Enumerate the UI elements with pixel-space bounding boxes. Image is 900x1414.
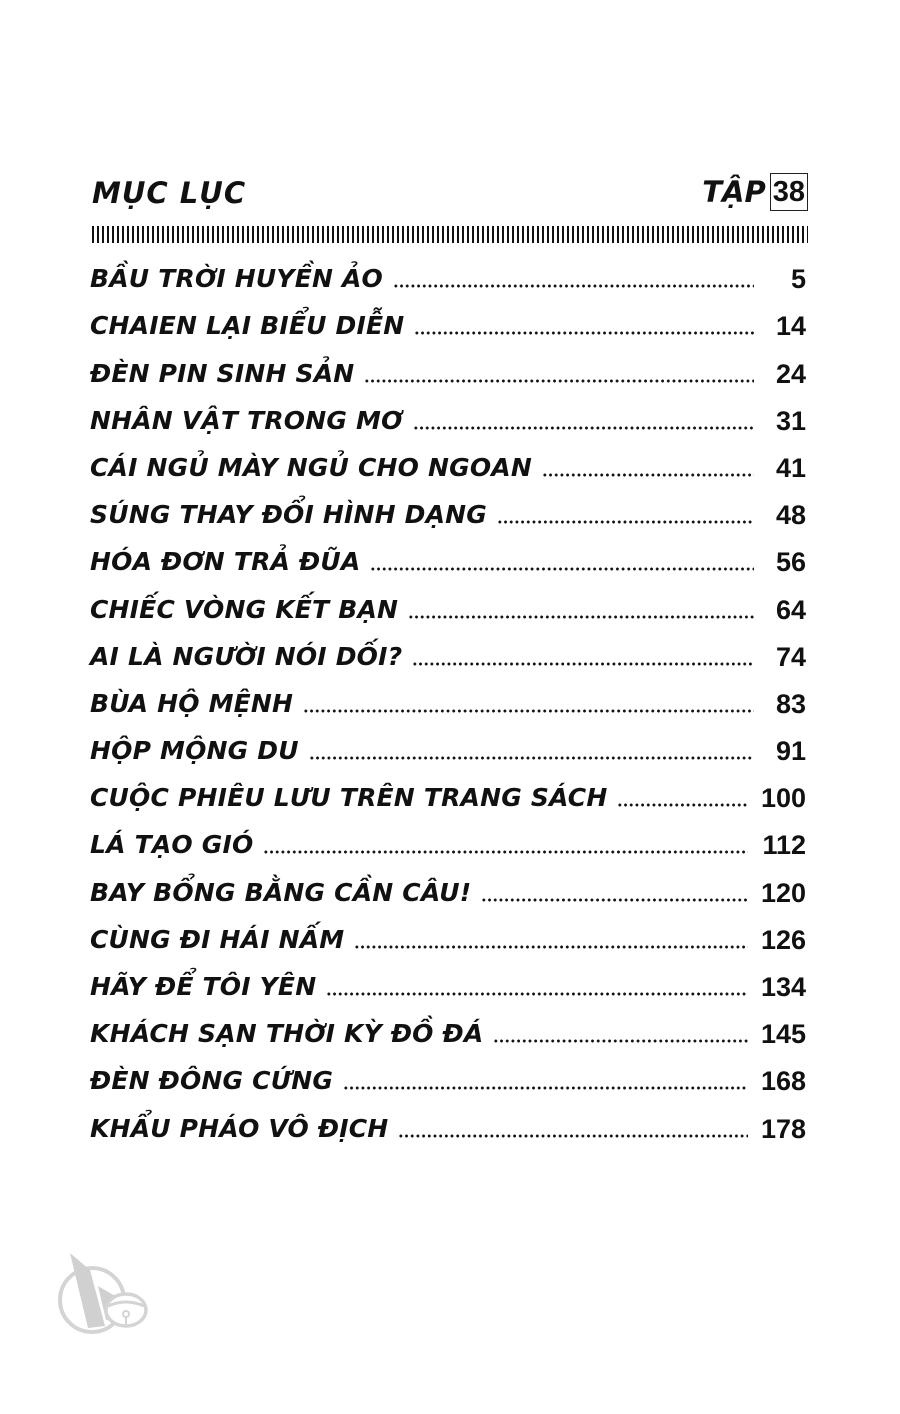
toc-entry-title: CÁI NGỦ MÀY NGỦ CHO NGOAN [90, 452, 532, 482]
toc-entry-title: CÙNG ĐI HÁI NẤM [90, 924, 345, 954]
toc-entry-title: HỘP MỘNG DU [90, 736, 299, 766]
toc-entry-page: 178 [760, 1113, 806, 1144]
dot-leader [481, 898, 748, 902]
toc-entry[interactable] [90, 490, 806, 537]
toc-entry-page: 83 [775, 688, 806, 719]
toc-entry-page: 168 [760, 1066, 806, 1097]
toc-entry-page: 41 [775, 452, 806, 483]
dot-leader [398, 1134, 748, 1138]
toc-entry-title: BẦU TRỜI HUYỀN ẢO [90, 264, 383, 294]
toc-entry[interactable] [90, 867, 806, 914]
toc-entry-page: 31 [775, 405, 806, 436]
toc-entry-title: BAY BỔNG BẰNG CẦN CÂU! [90, 877, 472, 907]
toc-entry[interactable] [90, 726, 806, 773]
dot-leader [617, 803, 748, 807]
volume-number-box: 38 [770, 173, 808, 211]
dot-leader [370, 567, 754, 571]
toc-entry-page: 134 [760, 972, 806, 1002]
toc-list [90, 254, 806, 1151]
toc-entry-title: HÃY ĐỂ TÔI YÊN [90, 972, 317, 1001]
toc-entry-page: 100 [760, 783, 806, 814]
toc-entry-title: CHAIEN LẠI BIỂU DIỄN [90, 311, 405, 341]
toc-entry[interactable] [90, 773, 806, 820]
toc-entry-page: 91 [775, 736, 806, 767]
page-title: MỤC LỤC [92, 176, 247, 210]
toc-entry-title: KHÁCH SẠN THỜI KỲ ĐỒ ĐÁ [90, 1019, 484, 1049]
toc-entry[interactable] [90, 254, 806, 301]
dot-leader [542, 473, 754, 477]
dot-leader [408, 615, 754, 619]
volume-label: TẬP [702, 175, 766, 209]
dot-leader [263, 850, 748, 854]
toc-entry[interactable] [90, 301, 806, 348]
toc-entry-title: CUỘC PHIÊU LƯU TRÊN TRANG SÁCH [90, 783, 608, 813]
toc-entry[interactable] [90, 584, 806, 631]
dot-leader [493, 1039, 748, 1043]
toc-entry-title: SÚNG THAY ĐỔI HÌNH DẠNG [90, 500, 488, 530]
bell-sail-logo-icon [50, 1248, 150, 1338]
toc-entry-page: 120 [760, 877, 806, 908]
toc-entry[interactable] [90, 537, 806, 584]
toc-entry-page: 145 [760, 1019, 806, 1050]
toc-entry-page: 14 [775, 311, 806, 342]
dot-leader [497, 520, 754, 524]
toc-entry[interactable] [90, 915, 806, 962]
volume-indicator [702, 172, 808, 212]
toc-entry[interactable] [90, 348, 806, 395]
toc-entry-page: 112 [762, 830, 806, 861]
dot-leader [354, 945, 748, 949]
dot-leader [413, 426, 754, 430]
striped-divider [92, 226, 808, 243]
toc-entry-title: NHÂN VẬT TRONG MƠ [90, 405, 403, 435]
toc-entry[interactable] [90, 1056, 806, 1103]
dot-leader [309, 756, 754, 760]
toc-entry-title: AI LÀ NGƯỜI NÓI DỐI? [90, 641, 403, 671]
toc-entry-title: CHIẾC VÒNG KẾT BẠN [90, 594, 399, 624]
toc-entry-page: 5 [790, 264, 806, 295]
toc-entry[interactable] [90, 962, 806, 1009]
toc-entry[interactable] [90, 632, 806, 679]
toc-entry[interactable] [90, 679, 806, 726]
toc-entry-page: 64 [775, 594, 806, 625]
toc-entry-page: 48 [775, 500, 806, 531]
toc-entry-title: KHẨU PHÁO VÔ ĐỊCH [90, 1113, 389, 1143]
dot-leader [393, 284, 754, 288]
toc-entry[interactable] [90, 443, 806, 490]
toc-header [92, 172, 808, 216]
toc-entry[interactable] [90, 820, 806, 867]
dot-leader [326, 992, 748, 996]
dot-leader [412, 662, 754, 666]
dot-leader [343, 1086, 748, 1090]
toc-entry[interactable] [90, 1103, 806, 1150]
toc-entry-page: 74 [775, 641, 806, 672]
toc-entry-title: HÓA ĐƠN TRẢ ĐŨA [90, 547, 361, 577]
toc-entry-page: 24 [775, 358, 806, 389]
toc-entry-title: LÁ TẠO GIÓ [90, 830, 254, 860]
toc-entry-title: ĐÈN PIN SINH SẢN [90, 358, 355, 388]
toc-entry-title: BÙA HỘ MỆNH [90, 688, 294, 718]
dot-leader [414, 331, 754, 335]
toc-entry[interactable] [90, 396, 806, 443]
toc-entry[interactable] [90, 1009, 806, 1056]
toc-entry-page: 56 [775, 547, 806, 578]
dot-leader [303, 709, 754, 713]
toc-entry-title: ĐÈN ĐÔNG CỨNG [90, 1066, 334, 1096]
dot-leader [364, 379, 754, 383]
toc-entry-page: 126 [760, 924, 806, 955]
